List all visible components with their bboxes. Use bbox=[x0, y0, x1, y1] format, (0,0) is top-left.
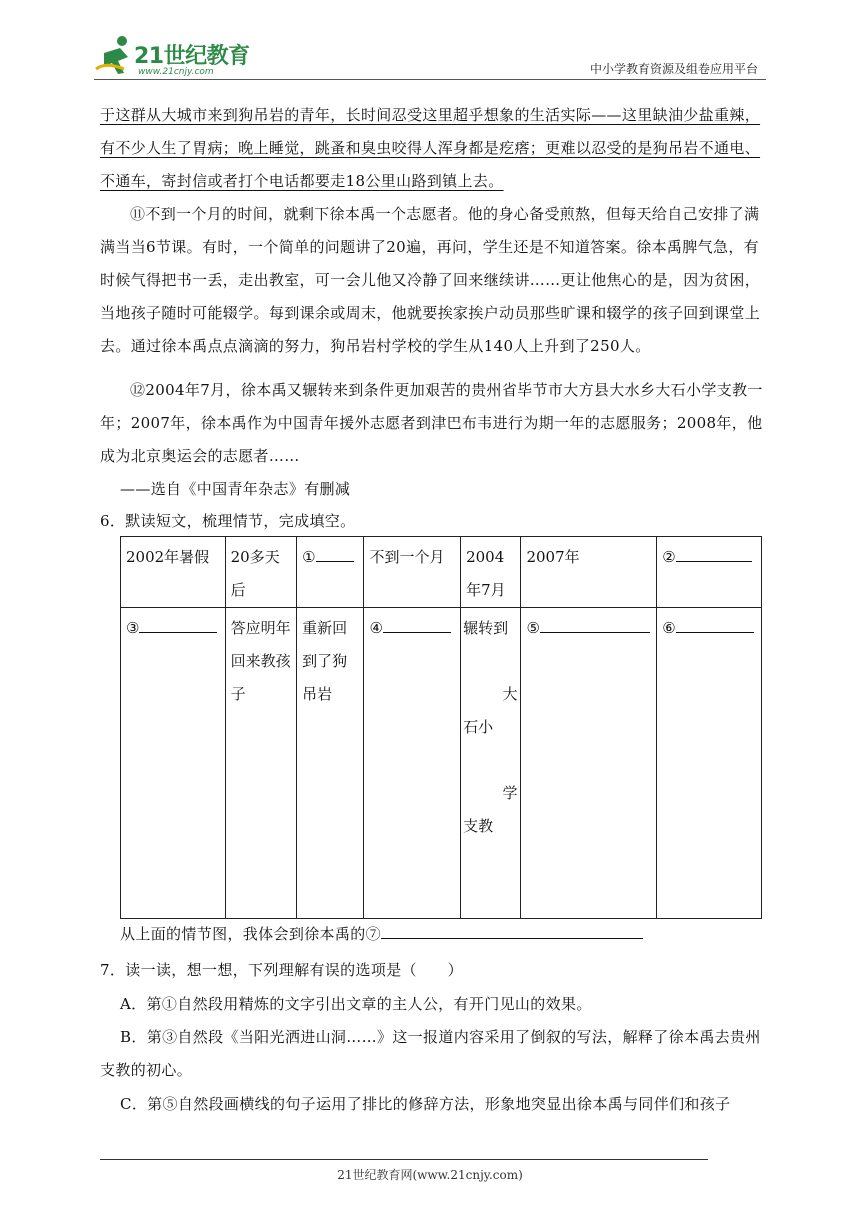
answer-blank[interactable] bbox=[316, 541, 354, 562]
paragraph-12: ⑫2004年7月，徐本禹又辗转来到条件更加艰苦的贵州省毕节市大方县大水乡大石小学支教一年；2007年，徐本禹作为中国青年援外志愿者到津巴布韦进行为期一年的志愿服务；2008年，他成为北京奥运会的志愿者…… bbox=[100, 381, 763, 465]
answer-blank[interactable] bbox=[540, 612, 650, 633]
paragraph-11: ⑪不到一个月的时间，就剩下徐本禹一个志愿者。他的身心备受煎熬，但每天给自己安排了满满当当6节课。有时，一个简单的问题讲了20遍，再问，学生还是不知道答案。徐本禹脾气急，有时候气得把书一丢，走出教室，可一会儿他又冷静了回来继续讲……更让他焦心的是，因为贫困，当地孩子随时可能辍学。每到课余或周末，他就要挨家挨户动员那些旷课和辍学的孩子回到课堂上去。通过徐本禹点点滴滴的努力，狗吊岩村学校的学生从140人上升到了250人。 bbox=[100, 205, 761, 355]
logo-text: 21世纪教育 bbox=[134, 44, 250, 69]
table-row bbox=[121, 537, 762, 608]
continued-paragraph bbox=[100, 99, 764, 198]
question-7-stem: 7．读一读，想一想，下列理解有误的选项是（ ） bbox=[100, 961, 463, 979]
table-cell: ⑥ bbox=[657, 608, 762, 919]
question-6-conclusion: 从上面的情节图，我体会到徐本禹的⑦ bbox=[120, 918, 760, 951]
site-logo[interactable] bbox=[94, 33, 264, 77]
question-6-stem: 6．默读短文，梳理情节，完成填空。 bbox=[100, 512, 356, 530]
header-divider bbox=[94, 79, 766, 80]
underlined-line-1: 于这群从大城市来到狗吊岩的青年，长时间忍受这里超乎想象的生活实际——这里缺油少盐重辣， bbox=[100, 106, 761, 124]
table-row bbox=[121, 608, 762, 919]
runner-logo-icon bbox=[94, 33, 138, 77]
option-a[interactable]: A．第①自然段用精炼的文字引出文章的主人公，有开门见山的效果。 bbox=[120, 995, 592, 1013]
underlined-line-2: 有不少人生了胃病；晚上睡觉，跳蚤和臭虫咬得人浑身都是疙瘩；更难以忍受的是狗吊岩不通电、 bbox=[100, 139, 761, 157]
underlined-line-3: 不通车，寄封信或者打个电话都要走18公里山路到镇上去。 bbox=[100, 172, 504, 190]
answer-blank[interactable] bbox=[676, 612, 754, 633]
footer-text[interactable]: 21世纪教育网(www.21cnjy.com) bbox=[337, 1168, 523, 1182]
answer-blank[interactable] bbox=[676, 541, 752, 562]
option-b[interactable]: B．第③自然段《当阳光洒进山洞……》这一报道内容采用了倒叙的写法，解释了徐本禹去贵州支教的初心。 bbox=[100, 1028, 761, 1079]
table-cell: ② bbox=[657, 537, 762, 608]
table-cell: 不到一个月 bbox=[364, 537, 461, 608]
table-cell: ③ bbox=[121, 608, 226, 919]
footer-divider bbox=[100, 1159, 708, 1160]
platform-name: 中小学教育资源及组卷应用平台 bbox=[589, 62, 758, 76]
option-c[interactable]: C．第⑤自然段画横线的句子运用了排比的修辞方法，形象地突显出徐本禹与同伴们和孩子 bbox=[120, 1095, 731, 1113]
table-cell: 2004年7月 bbox=[461, 537, 521, 608]
answer-blank[interactable] bbox=[381, 918, 643, 939]
table-cell: ④ bbox=[364, 608, 461, 919]
logo-url: www.21cnjy.com bbox=[138, 67, 214, 77]
answer-blank[interactable] bbox=[139, 612, 217, 633]
table-cell: ⑤ bbox=[521, 608, 657, 919]
table-cell: ① bbox=[297, 537, 364, 608]
table-cell: 2002年暑假 bbox=[121, 537, 226, 608]
answer-blank[interactable] bbox=[383, 612, 451, 633]
page-header bbox=[0, 0, 860, 84]
table-cell: 答应明年回来教孩子 bbox=[225, 608, 296, 919]
table-cell: 重新回到了狗吊岩 bbox=[297, 608, 364, 919]
table-cell: 2007年 bbox=[521, 537, 657, 608]
table-cell: 辗转到 大 石小 学 支教 bbox=[461, 608, 521, 919]
plot-table bbox=[120, 536, 762, 919]
source-note: ——选自《中国青年杂志》有删减 bbox=[120, 480, 351, 498]
table-cell: 20多天后 bbox=[225, 537, 296, 608]
